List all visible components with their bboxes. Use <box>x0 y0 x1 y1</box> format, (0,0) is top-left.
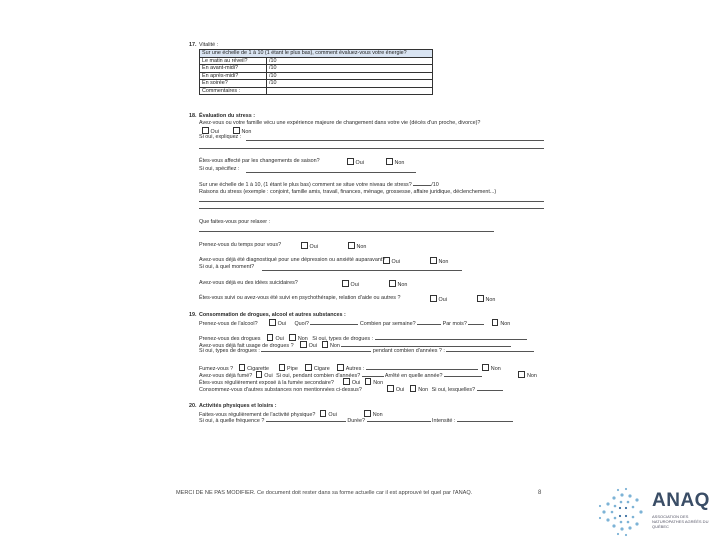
act-non[interactable]: Non <box>364 412 382 418</box>
fume-oui[interactable]: Oui <box>256 373 273 379</box>
checkbox[interactable] <box>364 410 371 417</box>
checkbox[interactable] <box>300 341 307 348</box>
pipe-option[interactable]: Pipe <box>279 366 298 372</box>
s20-number: 20. <box>189 403 197 409</box>
act-oui[interactable]: Oui <box>320 412 337 418</box>
checkbox[interactable] <box>305 364 312 371</box>
answer-line[interactable] <box>246 172 416 173</box>
checkbox[interactable] <box>289 334 296 341</box>
s18-q8: Avez-vous déjà eu des idées suicidaires? <box>199 280 298 286</box>
row-label: Commentaires : <box>200 87 267 95</box>
fumee-non[interactable]: Non <box>365 380 383 386</box>
row-value[interactable]: /10 <box>267 72 433 80</box>
s18-q2: Êtes-vous affecté par les changements de saison? <box>199 158 320 164</box>
s19-ever-smoked: Avez-vous déjà fumé? Oui Si oui, pendant combien d'années? Arrêté en quelle année? Non <box>199 373 537 379</box>
s18-q1-oui[interactable]: Oui <box>202 127 219 136</box>
checkbox[interactable] <box>202 127 209 134</box>
s18-q3: Sur une échelle de 1 à 10, (1 étant le plus bas) comment se situe votre niveau de stress? /10 <box>199 182 439 188</box>
row-value[interactable]: /10 <box>267 57 433 65</box>
checkbox[interactable] <box>267 334 274 341</box>
s18-q6: Prenez-vous du temps pour vous? <box>199 242 282 248</box>
answer-field[interactable] <box>366 369 478 370</box>
s18-q6-oui[interactable]: Oui <box>301 242 318 251</box>
fumee-oui[interactable]: Oui <box>343 380 360 386</box>
checkbox[interactable] <box>386 158 393 165</box>
table-row <box>200 72 433 80</box>
checkbox[interactable] <box>342 280 349 287</box>
s17-title: Vitalité : <box>199 42 219 48</box>
subst-oui[interactable]: Oui <box>387 387 404 393</box>
s20-frequency: Si oui, à quelle fréquence ? Durée? Intensité : <box>199 418 513 425</box>
s18-number: 18. <box>189 113 197 119</box>
table-row <box>200 87 433 95</box>
answer-field[interactable] <box>457 421 513 422</box>
table-row <box>200 57 433 65</box>
s19-alcohol: Prenez-vous de l'alcool? Oui Quoi? Combien par semaine? Par mois? Non <box>199 321 511 327</box>
checkbox[interactable] <box>269 319 276 326</box>
checkbox[interactable] <box>430 295 437 302</box>
row-label: En avant-midi? <box>200 65 267 73</box>
s17-number: 17. <box>189 42 197 48</box>
cigare-option[interactable]: Cigare <box>305 366 329 372</box>
s18-q8-oui[interactable]: Oui <box>342 280 359 289</box>
row-label: En après-midi? <box>200 72 267 80</box>
s18-q1-non[interactable]: Non <box>233 127 251 136</box>
s19-other-subst: Consommez-vous d'autres substances non mentionnées ci-dessus? Oui Non Si oui, lesquelles? <box>199 385 503 394</box>
s19-second-hand: Êtes-vous régulièrement exposé à la fumée secondaire? Oui Non <box>199 380 384 386</box>
answer-line[interactable] <box>199 208 544 209</box>
checkbox[interactable] <box>279 364 286 371</box>
checkbox[interactable] <box>492 319 499 326</box>
s18-title: Évaluation du stress : <box>199 113 256 119</box>
s19-past-use: Avez-vous déjà fait usage de drogues ? Oui Non <box>199 341 511 350</box>
s18-si-oui-expliquez: Si oui, expliquez : <box>199 134 242 140</box>
answer-field[interactable] <box>375 339 527 340</box>
footer-notice: MERCI DE NE PAS MODIFIER. Ce document doit rester dans sa forme actuelle car il est approuvé tel quel par l'ANAQ. <box>176 490 473 496</box>
answer-line[interactable] <box>246 140 544 141</box>
drog-non[interactable]: Non <box>289 336 307 342</box>
answer-field[interactable] <box>266 421 346 422</box>
checkbox[interactable] <box>343 378 350 385</box>
energy-table-header: Sur une échelle de 1 à 10 (1 étant le plus bas), comment évaluez-vous votre énergie? <box>200 50 433 58</box>
row-label: Le matin au réveil? <box>200 57 267 65</box>
row-value[interactable]: /10 <box>267 80 433 88</box>
answer-field[interactable] <box>341 346 511 347</box>
checkbox[interactable] <box>301 242 308 249</box>
row-value[interactable] <box>267 87 433 95</box>
s18-q5: Que faites-vous pour relaxer : <box>199 219 271 225</box>
energy-table <box>199 49 433 95</box>
s18-q7-non[interactable]: Non <box>430 257 448 266</box>
answer-field[interactable] <box>367 421 431 422</box>
answer-field[interactable] <box>310 324 358 325</box>
s18-q9-non[interactable]: Non <box>477 295 495 304</box>
s18-q4: Raisons du stress (exemple : conjoint, famille amis, travail, finances, ménage, grossesse, affaire juridique, déclenchement...) <box>199 189 497 195</box>
alc-oui[interactable]: Oui <box>269 321 286 327</box>
table-row <box>200 65 433 73</box>
alc-quoi: Quoi? <box>294 321 309 327</box>
page-number: 8 <box>538 490 542 496</box>
checkbox[interactable] <box>482 364 489 371</box>
s18-q7: Avez-vous déjà été diagnostiqué pour une dépression ou anxiété auparavant? <box>199 257 386 263</box>
checkbox[interactable] <box>239 364 246 371</box>
logo-subtitle: ASSOCIATION DES NATUROPATHES AGRÉÉS DU QUÉBEC <box>652 514 709 529</box>
row-value[interactable]: /10 <box>267 65 433 73</box>
fume-non[interactable]: Non <box>518 373 536 379</box>
checkbox[interactable] <box>383 257 390 264</box>
answer-line[interactable] <box>199 148 544 149</box>
checkbox[interactable] <box>430 257 437 264</box>
answer-field[interactable] <box>362 376 384 377</box>
answer-line[interactable] <box>199 201 544 202</box>
checkbox[interactable] <box>337 364 344 371</box>
checkbox[interactable] <box>348 242 355 249</box>
answer-line[interactable] <box>199 231 494 232</box>
checkbox[interactable] <box>322 341 329 348</box>
checkbox[interactable] <box>410 385 417 392</box>
abus-non[interactable]: Non <box>322 343 340 349</box>
s18-q9: Êtes-vous suivi ou avez-vous été suivi en psychothérapie, relation d'aide ou autres ? <box>199 295 401 301</box>
answer-field[interactable] <box>444 376 482 377</box>
s19-types: Si oui, types de drogues : pendant combien d'années ? : <box>199 348 534 355</box>
s20-q1: Faites-vous régulièrement de l'activité physique? Oui Non <box>199 412 383 418</box>
checkbox[interactable] <box>365 378 372 385</box>
s18-q2-oui[interactable]: Oui <box>347 158 364 167</box>
s18-q7-oui[interactable]: Oui <box>383 257 400 266</box>
checkbox[interactable] <box>320 410 327 417</box>
s19-smoking: Fumez-vous ? Cigarette Pipe Cigare Autres : Non <box>199 366 501 372</box>
s18-q1: Avez-vous ou votre famille vécu une expérience majeure de changement dans votre vie (décès d'un proche, divorce)? <box>199 120 481 126</box>
cigarette-option[interactable]: Cigarette <box>239 366 269 372</box>
checkbox[interactable] <box>387 385 394 392</box>
stress-level-field[interactable] <box>413 185 431 186</box>
s20-title: Activités physiques et loisirs : <box>199 403 277 409</box>
checkbox[interactable] <box>477 295 484 302</box>
alc-non[interactable]: Non <box>492 321 510 327</box>
answer-field[interactable] <box>477 390 503 391</box>
checkbox[interactable] <box>347 158 354 165</box>
checkbox[interactable] <box>389 280 396 287</box>
drog-oui[interactable]: Oui <box>267 336 284 342</box>
abus-oui[interactable]: Oui <box>300 343 317 349</box>
subst-non[interactable]: Non <box>410 387 428 393</box>
s18-si-oui-specifiez: Si oui, spécifiez : <box>199 166 240 172</box>
s18-q2-non[interactable]: Non <box>386 158 404 167</box>
checkbox[interactable] <box>518 371 525 378</box>
fum-non[interactable]: Non <box>482 366 500 372</box>
row-label: En soirée? <box>200 80 267 88</box>
logo-name: ANAQ <box>652 490 710 511</box>
answer-field[interactable] <box>261 351 371 352</box>
table-row <box>200 80 433 88</box>
answer-field[interactable] <box>417 324 441 325</box>
answer-line[interactable] <box>262 270 462 271</box>
answer-field[interactable] <box>446 351 534 352</box>
s18-q7-sub: Si oui, à quel moment? <box>199 264 255 270</box>
s18-q6-non[interactable]: Non <box>348 242 366 251</box>
s18-q9-oui[interactable]: Oui <box>430 295 447 304</box>
checkbox[interactable] <box>256 371 263 378</box>
s18-q8-non[interactable]: Non <box>389 280 407 289</box>
s19-title: Consommation de drogues, alcool et autres substances : <box>199 312 346 318</box>
s19-number: 19. <box>189 312 197 318</box>
autres-option[interactable]: Autres : <box>337 366 364 372</box>
s19-drugs: Prenez-vous des drogues Oui Non Si oui, types de drogues : <box>199 334 527 343</box>
checkbox[interactable] <box>233 127 240 134</box>
answer-field[interactable] <box>468 324 484 325</box>
